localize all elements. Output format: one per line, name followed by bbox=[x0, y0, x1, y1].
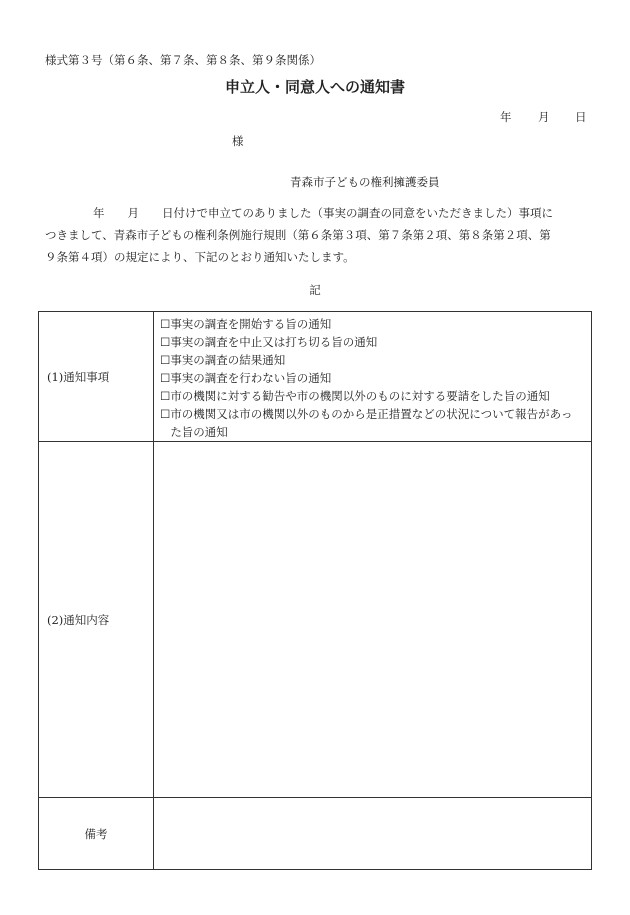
notice-item[interactable] bbox=[160, 351, 591, 369]
checkbox-icon[interactable]: ☐ bbox=[160, 317, 171, 331]
checkbox-icon[interactable]: ☐ bbox=[160, 371, 171, 385]
notice-item[interactable] bbox=[160, 315, 591, 333]
body-line-1: 年 月 日付けで申立てのありました（事実の調査の同意をいただきました）事項に bbox=[93, 206, 553, 220]
notice-item-label: 事実の調査を中止又は打ち切る旨の通知 bbox=[170, 335, 378, 349]
checkbox-icon[interactable]: ☐ bbox=[160, 407, 171, 421]
sender-name: 青森市子どもの権利擁護委員 bbox=[290, 175, 440, 189]
body-paragraph bbox=[45, 202, 590, 268]
table-row-notice-items bbox=[39, 312, 592, 442]
date-year-label: 年 bbox=[500, 110, 512, 124]
notice-item[interactable] bbox=[160, 333, 591, 351]
addressee-suffix: 様 bbox=[232, 134, 244, 148]
checkbox-icon[interactable]: ☐ bbox=[160, 389, 171, 403]
form-number: 様式第３号（第６条、第７条、第８条、第９条関係） bbox=[45, 53, 321, 67]
notice-content-field[interactable] bbox=[154, 442, 592, 798]
notice-item-label: 事実の調査を行わない旨の通知 bbox=[170, 371, 332, 385]
notice-item[interactable] bbox=[160, 369, 591, 387]
checkbox-icon[interactable]: ☐ bbox=[160, 335, 171, 349]
notice-item-label: 事実の調査を開始する旨の通知 bbox=[170, 317, 332, 331]
table-row-remarks bbox=[39, 798, 592, 870]
remarks-field[interactable] bbox=[154, 798, 592, 870]
notice-item-label: 事実の調査の結果通知 bbox=[170, 353, 286, 367]
date-month-label: 月 bbox=[538, 110, 550, 124]
notice-item-label: 市の機関に対する勧告や市の機関以外のものに対する要請をした旨の通知 bbox=[170, 389, 550, 403]
table-row-notice-content bbox=[39, 442, 592, 798]
notice-items-label: (1)通知事項 bbox=[39, 312, 154, 442]
notice-item[interactable] bbox=[160, 387, 591, 405]
document-title: 申立人・同意人への通知書 bbox=[224, 78, 405, 96]
notice-items-cell bbox=[154, 312, 592, 442]
checkbox-icon[interactable]: ☐ bbox=[160, 353, 171, 367]
date-day-label: 日 bbox=[575, 110, 587, 124]
notice-item[interactable] bbox=[160, 405, 591, 441]
notice-table bbox=[38, 311, 592, 870]
remarks-label: 備考 bbox=[39, 798, 154, 870]
notice-items-list bbox=[154, 312, 591, 441]
notice-item-label: 市の機関又は市の機関以外のものから是正措置などの状況について報告があった旨の通知 bbox=[170, 407, 573, 439]
ki-heading: 記 bbox=[309, 283, 321, 297]
notice-content-label: (2)通知内容 bbox=[39, 442, 154, 798]
body-line-3: ９条第４項）の規定により、下記のとおり通知いたします。 bbox=[45, 250, 355, 264]
body-line-2: つきまして、青森市子どもの権利条例施行規則（第６条第３項、第７条第２項、第８条第２項、第 bbox=[45, 228, 551, 242]
